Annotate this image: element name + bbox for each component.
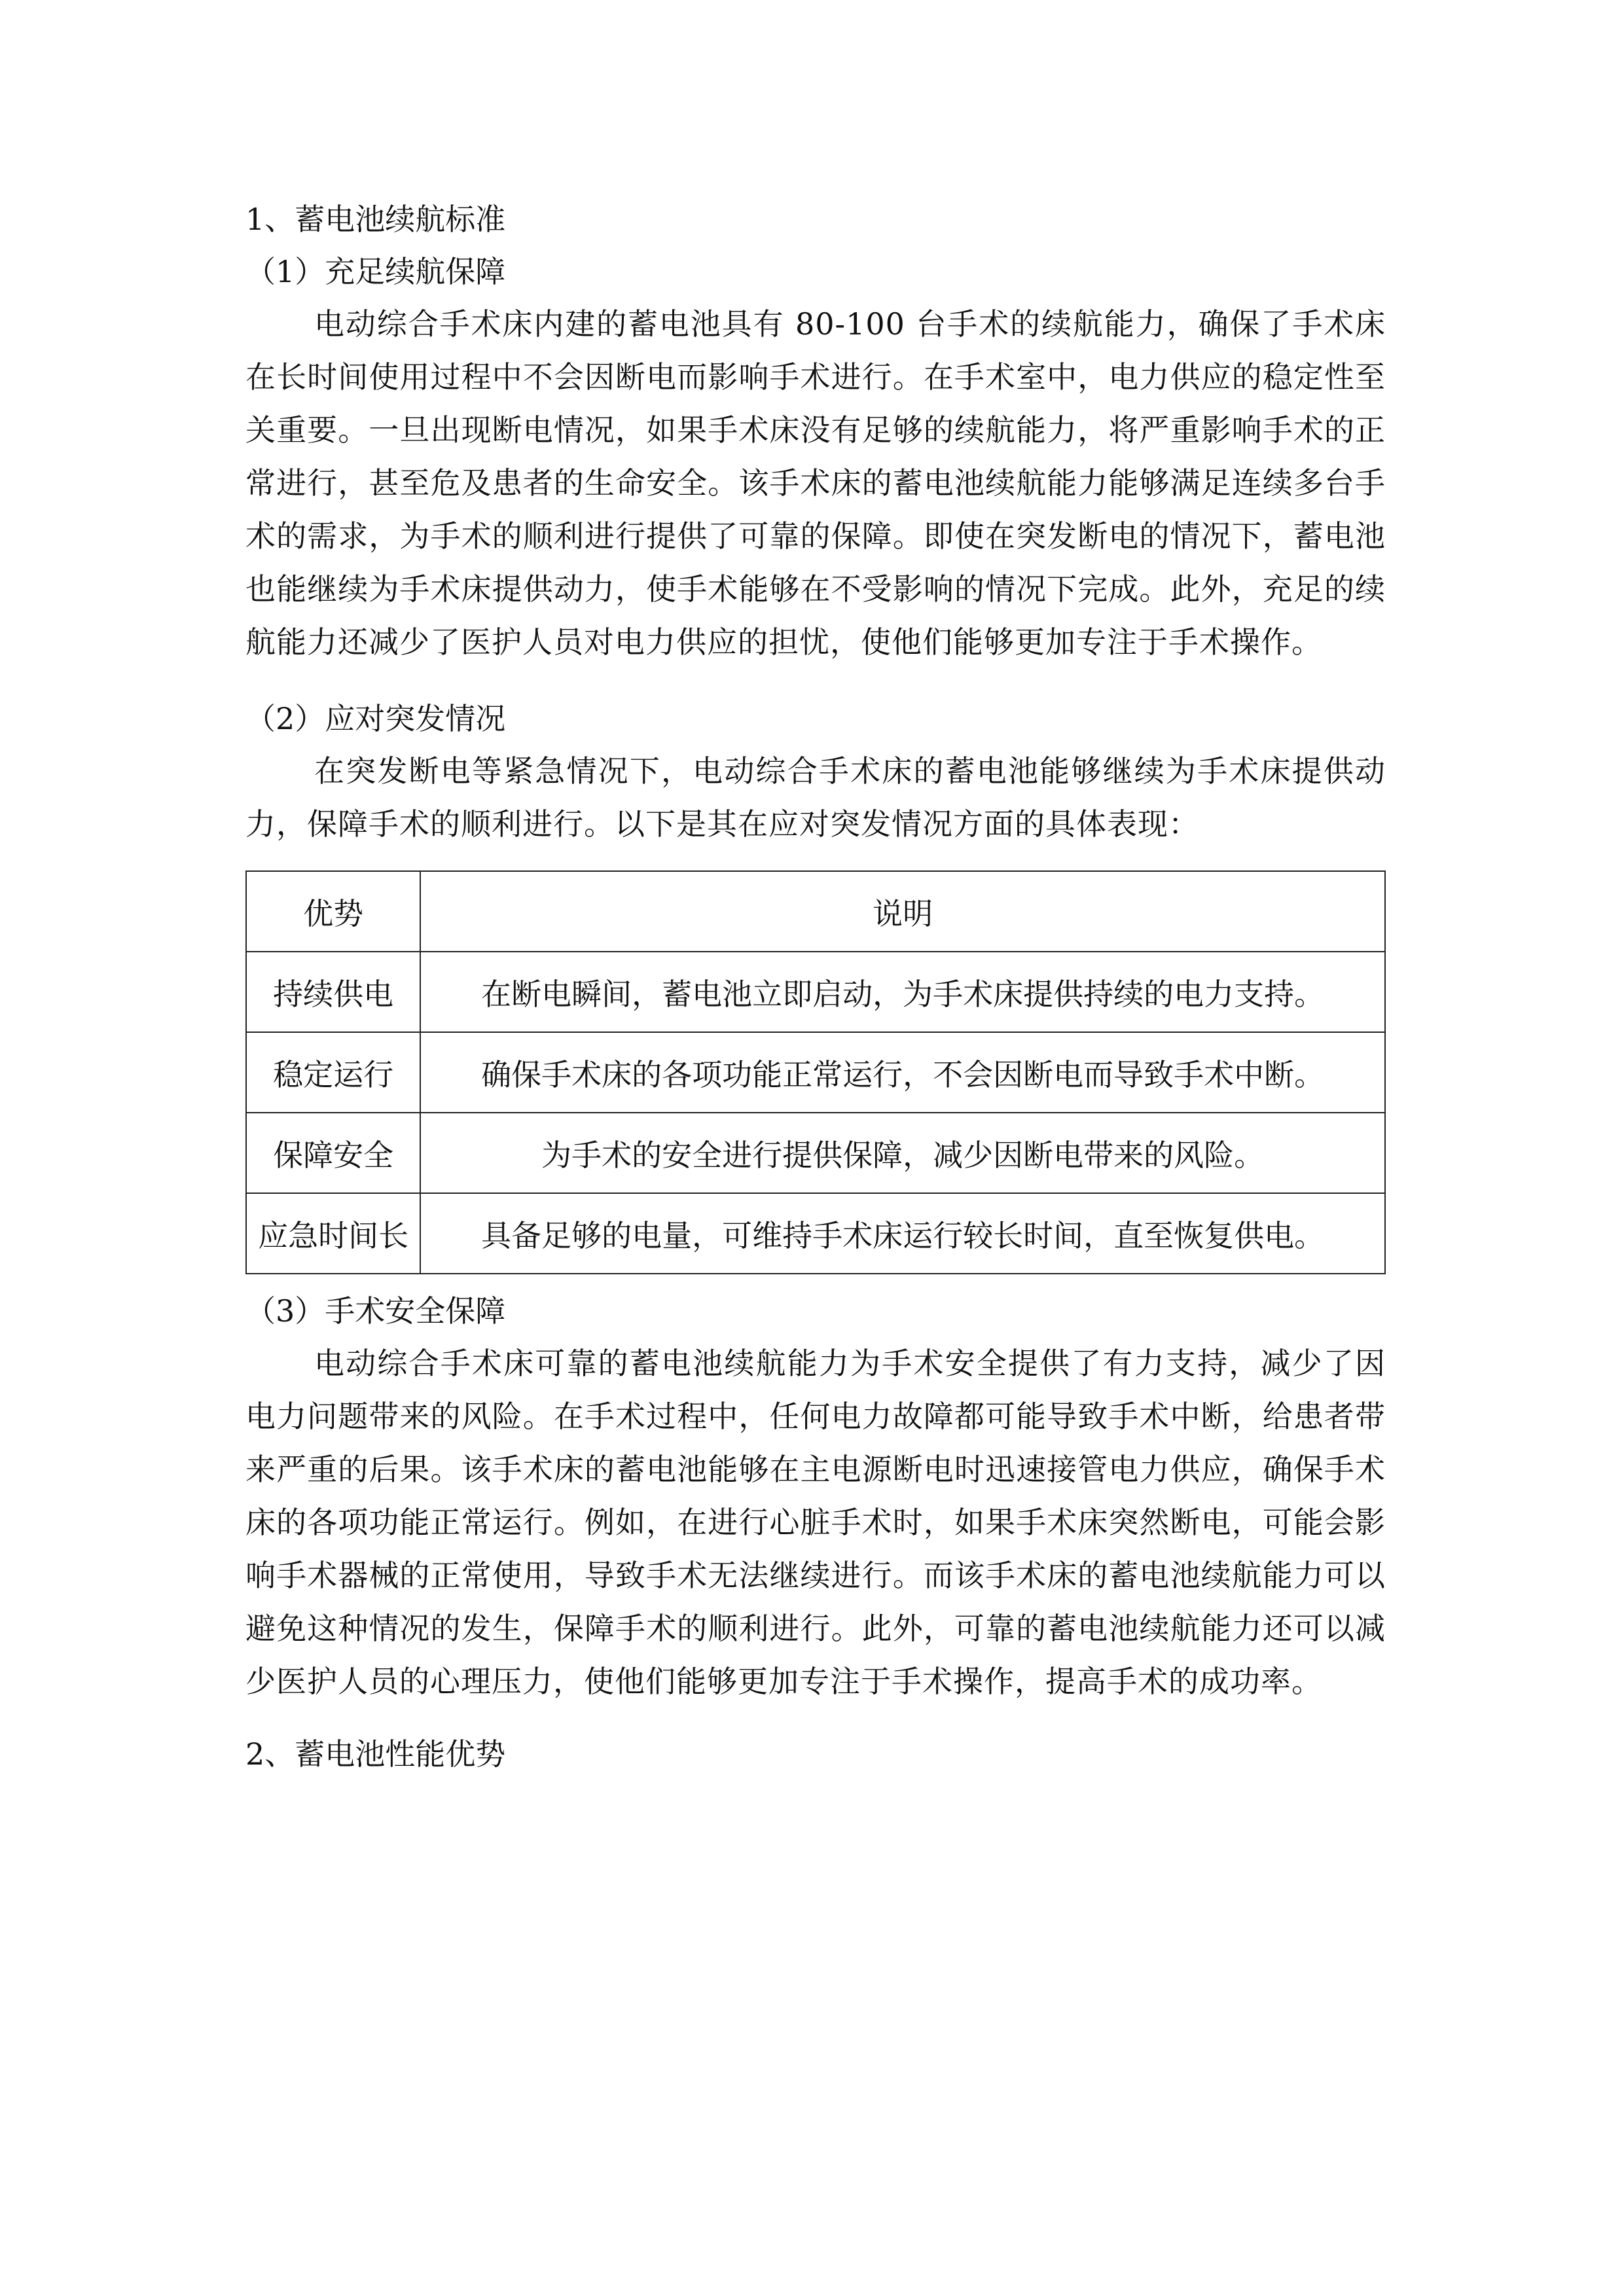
table-cell-advantage: 持续供电	[246, 952, 420, 1032]
subsection-1-title: （1）充足续航保障	[245, 254, 506, 289]
table-row	[246, 1193, 1385, 1274]
document-page	[245, 193, 1386, 1780]
subsection-3-title: （3）手术安全保障	[245, 1293, 506, 1329]
table-cell-description: 在断电瞬间，蓄电池立即启动，为手术床提供持续的电力支持。	[420, 952, 1385, 1032]
advantages-table	[245, 870, 1386, 1274]
table-cell-description: 为手术的安全进行提供保障，减少因断电带来的风险。	[420, 1113, 1385, 1193]
table-header-advantage: 优势	[246, 871, 420, 952]
section-1-title: 1、蓄电池续航标准	[245, 202, 506, 237]
subsection-1-paragraph: 电动综合手术床内建的蓄电池具有 80-100 台手术的续航能力，确保了手术床在长时间使用过程中不会因断电而影响手术进行。在手术室中，电力供应的稳定性至关重要。一旦出现断电情况，如果手术床没有足够的续航能力，将严重影响手术的正常进行，甚至危及患者的生命安全。该手术床的蓄电池续航能力能够满足连续多台手术的需求，为手术的顺利进行提供了可靠的保障。即使在突发断电的情况下，蓄电池也能继续为手术床提供动力，使手术能够在不受影响的情况下完成。此外，充足的续航能力还减少了医护人员对电力供应的担忧，使他们能够更加专注于手术操作。	[245, 306, 1386, 660]
spacer	[245, 669, 1386, 692]
spacer	[245, 1274, 1386, 1285]
table-row	[246, 1113, 1385, 1193]
table-cell-advantage: 应急时间长	[246, 1193, 420, 1274]
table-header-row	[246, 871, 1385, 952]
section-2-title: 2、蓄电池性能优势	[245, 1736, 506, 1772]
table-row	[246, 952, 1385, 1032]
subsection-2-title: （2）应对突发情况	[245, 701, 506, 736]
subsection-2-paragraph: 在突发断电等紧急情况下，电动综合手术床的蓄电池能够继续为手术床提供动力，保障手术的顺利进行。以下是其在应对突发情况方面的具体表现：	[245, 753, 1386, 842]
table-header-description: 说明	[420, 871, 1385, 952]
table-cell-description: 确保手术床的各项功能正常运行，不会因断电而导致手术中断。	[420, 1032, 1385, 1113]
table-cell-advantage: 稳定运行	[246, 1032, 420, 1113]
spacer	[245, 1708, 1386, 1728]
table-cell-description: 具备足够的电量，可维持手术床运行较长时间，直至恢复供电。	[420, 1193, 1385, 1274]
table-cell-advantage: 保障安全	[246, 1113, 420, 1193]
table-row	[246, 1032, 1385, 1113]
subsection-3-paragraph: 电动综合手术床可靠的蓄电池续航能力为手术安全提供了有力支持，减少了因电力问题带来的风险。在手术过程中，任何电力故障都可能导致手术中断，给患者带来严重的后果。该手术床的蓄电池能够在主电源断电时迅速接管电力供应，确保手术床的各项功能正常运行。例如，在进行心脏手术时，如果手术床突然断电，可能会影响手术器械的正常使用，导致手术无法继续进行。而该手术床的蓄电池续航能力可以避免这种情况的发生，保障手术的顺利进行。此外，可靠的蓄电池续航能力还可以减少医护人员的心理压力，使他们能够更加专注于手术操作，提高手术的成功率。	[245, 1346, 1386, 1699]
